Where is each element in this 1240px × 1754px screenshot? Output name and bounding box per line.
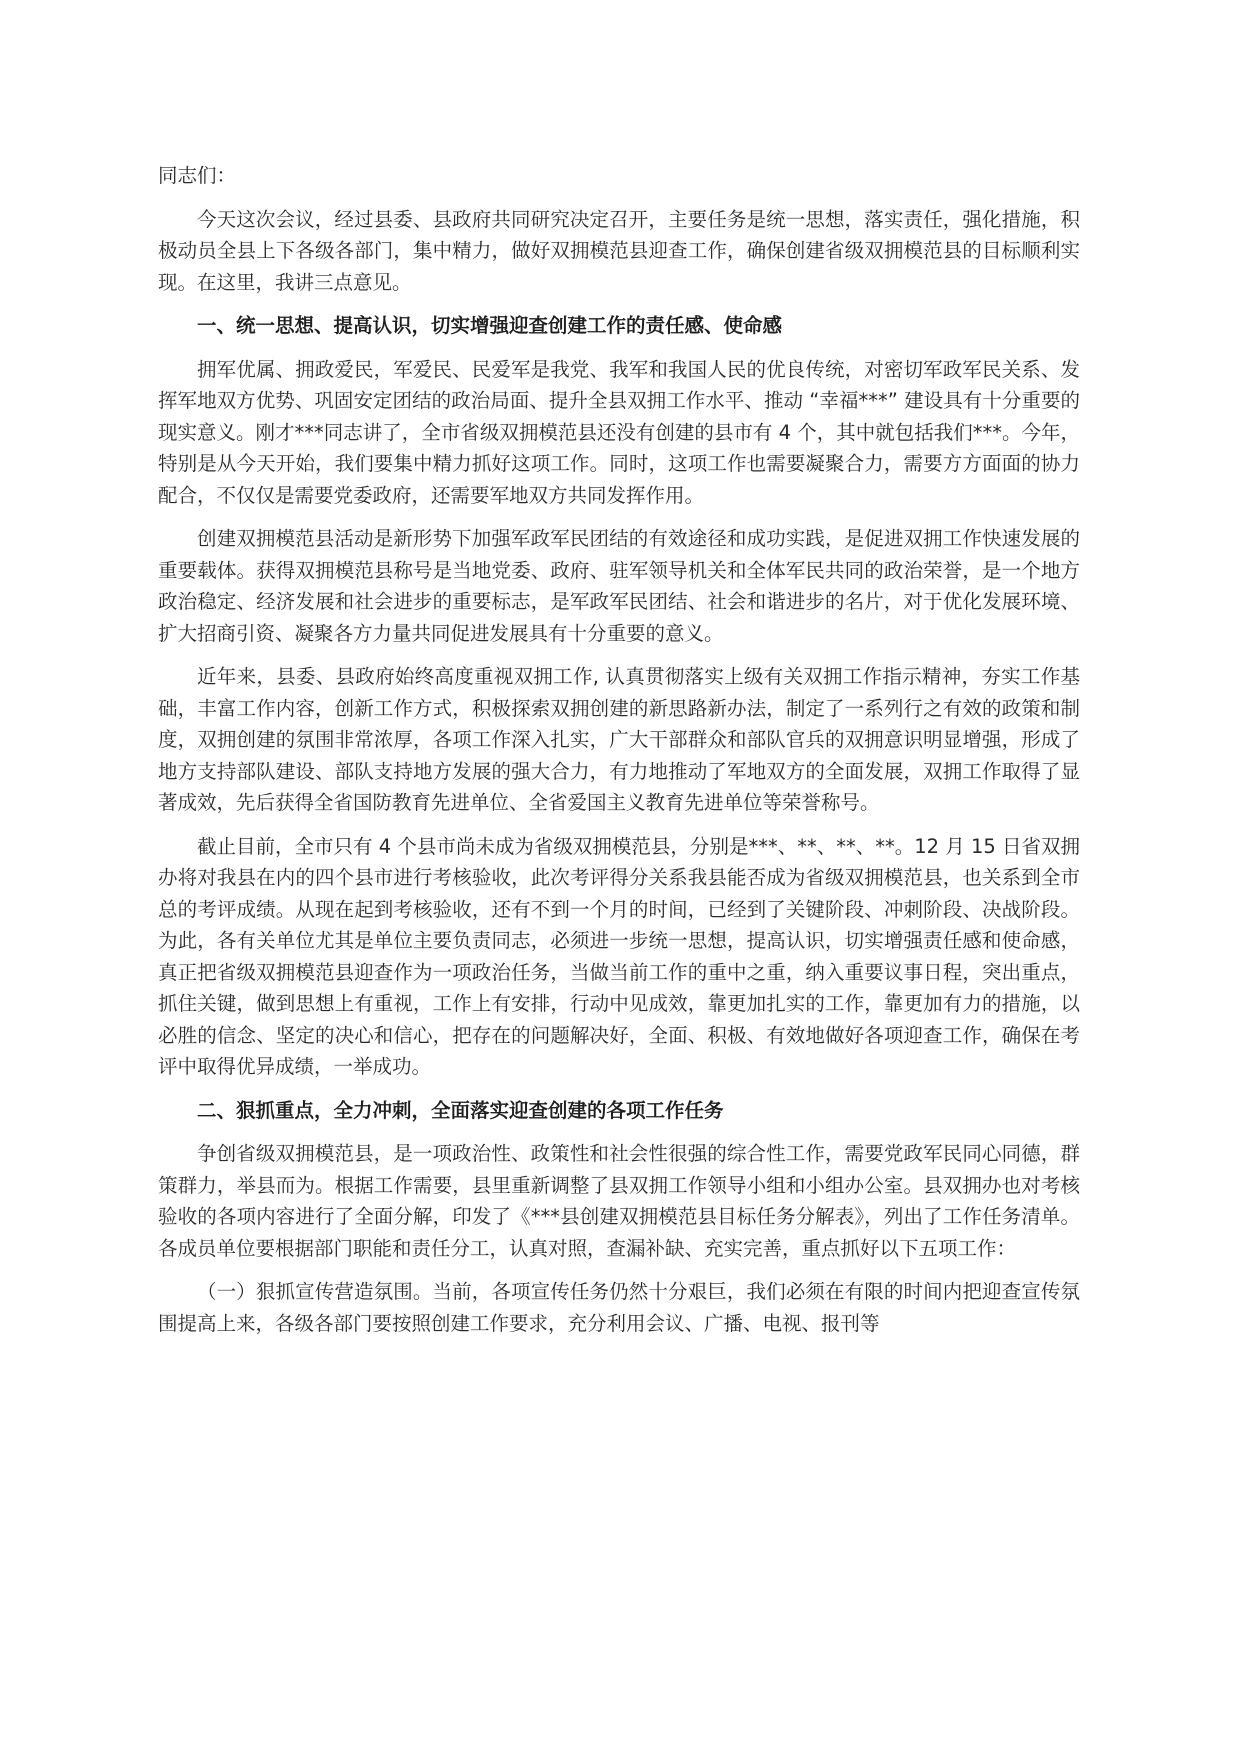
paragraph: 争创省级双拥模范县，是一项政治性、政策性和社会性很强的综合性工作，需要党政军民同心同德，群策群力，举县而为。根据工作需要，县里重新调整了县双拥工作领导小组和小组办公室。县双拥办也对考核验收的各项内容进行了全面分解，印发了《***县创建双拥模范县目标任务分解表》，列出了工作任务清单。各成员单位要根据部门职能和责任分工，认真对照，查漏补缺、充实完善，重点抓好以下五项工作： (158, 1142, 1080, 1260)
paragraph: 截止目前，全市只有 4 个县市尚未成为省级双拥模范县，分别是***、**、**、**。12 月 15 日省双拥办将对我县在内的四个县市进行考核验收，此次考评得分关系我县能否成为省级双拥模范县，也关系到全市总的考评成绩。从现在起到考核验收，还有不到一个月的时间，已经到了关键阶段、冲刺阶段、决战阶段。为此，各有关单位尤其是单位主要负责同志，必须进一步统一思想，提高认识，切实增强责任感和使命感，真正把省级双拥模范县迎查作为一项政治任务，当做当前工作的重中之重，纳入重要议事日程，突出重点，抓住关键，做到思想上有重视，工作上有安排，行动中见成效，靠更加扎实的工作，靠更加有力的措施，以必胜的信念、坚定的决心和信心，把存在的问题解决好，全面、积极、有效地做好各项迎查工作，确保在考评中取得优异成绩，一举成功。 (158, 834, 1080, 1078)
section-heading-2: 二、狠抓重点，全力冲刺，全面落实迎查创建的各项工作任务 (197, 1098, 724, 1122)
document-page (158, 160, 1080, 1351)
paragraph: 拥军优属、拥政爱民，军爱民、民爱军是我党、我军和我国人民的优良传统，对密切军政军民关系、发挥军地双方优势、巩固安定团结的政治局面、提升全县双拥工作水平、推动 “幸福***” 建设具有十分重要的现实意义。刚才***同志讲了，全市省级双拥模范县还没有创建的县市有 4 个，其中就包括我们***。今年，特别是从今天开始，我们要集中精力抓好这项工作。同时，这项工作也需要凝聚合力，需要方方面面的协力配合，不仅仅是需要党委政府，还需要军地双方共同发挥作用。 (158, 357, 1080, 507)
paragraph: （一）狠抓宣传营造氛围。当前，各项宣传任务仍然十分艰巨，我们必须在有限的时间内把迎查宣传氛围提高上来，各级各部门要按照创建工作要求，充分利用会议、广播、电视、报刊等 (158, 1280, 1080, 1335)
paragraph-intro: 今天这次会议，经过县委、县政府共同研究决定召开，主要任务是统一思想，落实责任，强化措施，积极动员全县上下各级各部门，集中精力，做好双拥模范县迎查工作，确保创建省级双拥模范县的目标顺利实现。在这里，我讲三点意见。 (158, 207, 1080, 294)
section-heading-1: 一、统一思想、提高认识，切实增强迎查创建工作的责任感、使命感 (197, 314, 783, 337)
paragraph: 近年来，县委、县政府始终高度重视双拥工作, 认真贯彻落实上级有关双拥工作指示精神，夯实工作基础，丰富工作内容，创新工作方式，积极探索双拥创建的新思路新办法，制定了一系列行之有效的政策和制度，双拥创建的氛围非常浓厚，各项工作深入扎实，广大干部群众和部队官兵的双拥意识明显增强，形成了地方支持部队建设、部队支持地方发展的强大合力，有力地推动了军地双方的全面发展，双拥工作取得了显著成效，先后获得全省国防教育先进单位、全省爱国主义教育先进单位等荣誉称号。 (158, 665, 1080, 814)
paragraph: 创建双拥模范县活动是新形势下加强军政军民团结的有效途径和成功实践，是促进双拥工作快速发展的重要载体。获得双拥模范县称号是当地党委、政府、驻军领导机关和全体军民共同的政治荣誉，是一个地方政治稳定、经济发展和社会进步的重要标志，是军政军民团结、社会和谐进步的名片，对于优化发展环境、扩大招商引资、凝聚各方力量共同促进发展具有十分重要的意义。 (158, 527, 1080, 645)
salutation: 同志们： (158, 164, 237, 187)
